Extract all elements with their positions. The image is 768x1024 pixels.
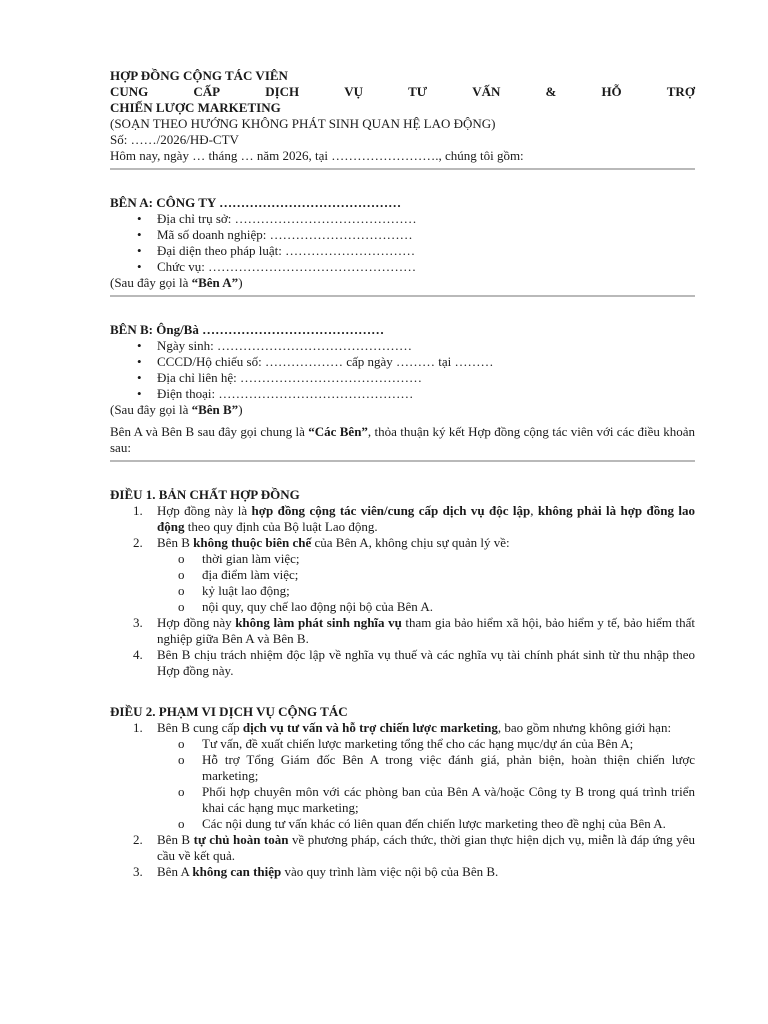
sub-list	[157, 736, 695, 832]
alias-prefix: (Sau đây gọi là	[110, 275, 192, 290]
item-text: Hợp đồng này	[157, 615, 236, 630]
sub-list-item: o Các nội dung tư vấn khác có liên quan đến chiến lược marketing theo đề nghị của Bên A.	[202, 816, 695, 832]
subtitle-word: CUNG	[110, 84, 149, 99]
item-text: vào quy trình làm việc nội bộ của Bên B.	[281, 864, 499, 879]
item-text: , bao gồm nhưng không giới hạn:	[497, 720, 672, 735]
party-b-heading: BÊN B: Ông/Bà ……………………………………	[110, 322, 385, 337]
subtitle-word: &	[545, 84, 557, 99]
item-text: theo quy định của Bộ luật Lao động.	[184, 519, 378, 534]
item-emphasis: không phải là hợp đồng lao động	[157, 503, 696, 534]
agreement-paragraph	[110, 424, 695, 456]
contract-intro: Hôm nay, ngày … tháng … năm 2026, tại ……………………., chúng tôi gồm:	[110, 148, 524, 163]
item-text: ,	[530, 503, 538, 518]
alias-suffix: )	[238, 402, 243, 417]
sub-list-item: o thời gian làm việc;	[202, 551, 695, 567]
drafting-note: (SOẠN THEO HƯỚNG KHÔNG PHÁT SINH QUAN HỆ LAO ĐỘNG)	[110, 116, 496, 131]
list-item	[133, 864, 695, 880]
sub-list-item: o Tư vấn, đề xuất chiến lược marketing tổng thể cho các hạng mục/dự án của Bên A;	[202, 736, 695, 752]
item-number: 1.	[133, 503, 143, 518]
party-b-alias	[110, 402, 695, 418]
contract-subtitle-line2: CHIẾN LƯỢC MARKETING	[110, 100, 281, 115]
item-text: Bên B cung cấp	[157, 720, 243, 735]
item-emphasis: không làm phát sinh nghĩa vụ	[235, 615, 402, 630]
article-2-list	[110, 720, 695, 880]
list-item: • Mã số doanh nghiệp: ……………………………	[157, 227, 695, 243]
item-number: 1.	[133, 720, 143, 735]
subtitle-word: HỖ	[601, 84, 622, 99]
item-text: của Bên A, không chịu sự quản lý về:	[311, 535, 510, 550]
sub-list-item: o địa điểm làm việc;	[202, 567, 695, 583]
item-number: 3.	[133, 615, 143, 630]
party-a-divider	[110, 295, 695, 297]
list-item	[133, 832, 695, 864]
item-text: Bên B	[157, 535, 194, 550]
alias-name: “Bên B”	[191, 402, 239, 417]
list-item: • Đại diện theo pháp luật: …………………………	[157, 243, 695, 259]
list-item: • Điện thoại: ………………………………………	[157, 386, 695, 402]
list-item	[133, 615, 695, 647]
contract-subtitle-line1	[110, 84, 695, 100]
contract-title: HỢP ĐỒNG CỘNG TÁC VIÊN	[110, 68, 288, 83]
sub-list-item: o kỷ luật lao động;	[202, 583, 695, 599]
item-number: 2.	[133, 535, 143, 550]
item-text: tham gia bảo hiểm xã hội, bảo hiểm y tế, bảo hiểm thất nghiệp giữa Bên A và Bên B.	[157, 615, 695, 646]
party-a-alias	[110, 275, 695, 291]
alias-suffix: )	[238, 275, 243, 290]
article-1-list	[110, 503, 695, 679]
article-2-heading: ĐIỀU 2. PHẠM VI DỊCH VỤ CỘNG TÁC	[110, 704, 348, 719]
sub-list-item: o nội quy, quy chế lao động nội bộ của Bên A.	[202, 599, 695, 615]
list-item: • Địa chỉ liên hệ: ……………………………………	[157, 370, 695, 386]
subtitle-word: CẤP	[193, 84, 221, 99]
sub-list	[157, 551, 695, 615]
item-text: Bên B	[157, 832, 194, 847]
contract-number: Số: ……/2026/HĐ-CTV	[110, 132, 239, 147]
item-text: Bên B chịu trách nhiệm độc lập về nghĩa vụ thuế và các nghĩa vụ tài chính phát sinh từ thu nhập theo Hợp đồng này.	[157, 647, 695, 678]
party-a-details	[110, 211, 695, 275]
item-number: 3.	[133, 864, 143, 879]
item-emphasis: không can thiệp	[192, 864, 282, 879]
item-text: về phương pháp, cách thức, thời gian thực hiện dịch vụ, miễn là đáp ứng yêu cầu về kết quả.	[157, 832, 695, 863]
list-item	[133, 503, 696, 535]
item-emphasis: hợp đồng cộng tác viên/cung cấp dịch vụ độc lập	[251, 503, 531, 518]
alias-prefix: (Sau đây gọi là	[110, 402, 192, 417]
list-item	[133, 535, 695, 615]
item-emphasis: tự chủ hoàn toàn	[193, 832, 289, 847]
alias-name: “Bên A”	[191, 275, 239, 290]
item-number: 4.	[133, 647, 143, 662]
subtitle-word: TƯ	[408, 84, 428, 99]
list-item	[133, 647, 695, 679]
article-1-heading: ĐIỀU 1. BẢN CHẤT HỢP ĐỒNG	[110, 487, 300, 502]
list-item: • CCCD/Hộ chiếu số: ……………… cấp ngày ……… tại ………	[157, 354, 695, 370]
subtitle-word: DỊCH	[265, 84, 300, 99]
header-divider	[110, 168, 695, 170]
agreement-divider	[110, 460, 695, 462]
item-text: Bên A	[157, 864, 193, 879]
item-emphasis: dịch vụ tư vấn và hỗ trợ chiến lược marketing	[242, 720, 498, 735]
list-item	[133, 720, 695, 832]
party-a-heading: BÊN A: CÔNG TY ……………………………………	[110, 195, 402, 210]
agreement-parties: “Các Bên”	[308, 424, 368, 439]
subtitle-word: TRỢ	[666, 84, 695, 99]
subtitle-word: VỤ	[344, 84, 364, 99]
contract-body	[110, 68, 695, 880]
party-b-details	[110, 338, 695, 402]
item-emphasis: không thuộc biên chế	[193, 535, 312, 550]
sub-list-item: o Phối hợp chuyên môn với các phòng ban của Bên A và/hoặc Công ty B trong quá trình triển khai các hạng mục marketing;	[202, 784, 695, 816]
sub-list-item: o Hỗ trợ Tổng Giám đốc Bên A trong việc đánh giá, phản biện, hoàn thiện chiến lược marketing;	[202, 752, 695, 784]
agreement-suffix: , thỏa thuận ký kết Hợp đồng cộng tác viên với các điều khoản sau:	[110, 424, 695, 455]
item-text: Hợp đồng này là	[157, 503, 252, 518]
list-item: • Ngày sinh: ………………………………………	[157, 338, 695, 354]
subtitle-word: VẤN	[472, 84, 501, 99]
item-number: 2.	[133, 832, 143, 847]
list-item: • Chức vụ: …………………………………………	[157, 259, 695, 275]
list-item: • Địa chỉ trụ sở: ……………………………………	[157, 211, 695, 227]
agreement-prefix: Bên A và Bên B sau đây gọi chung là	[110, 424, 309, 439]
